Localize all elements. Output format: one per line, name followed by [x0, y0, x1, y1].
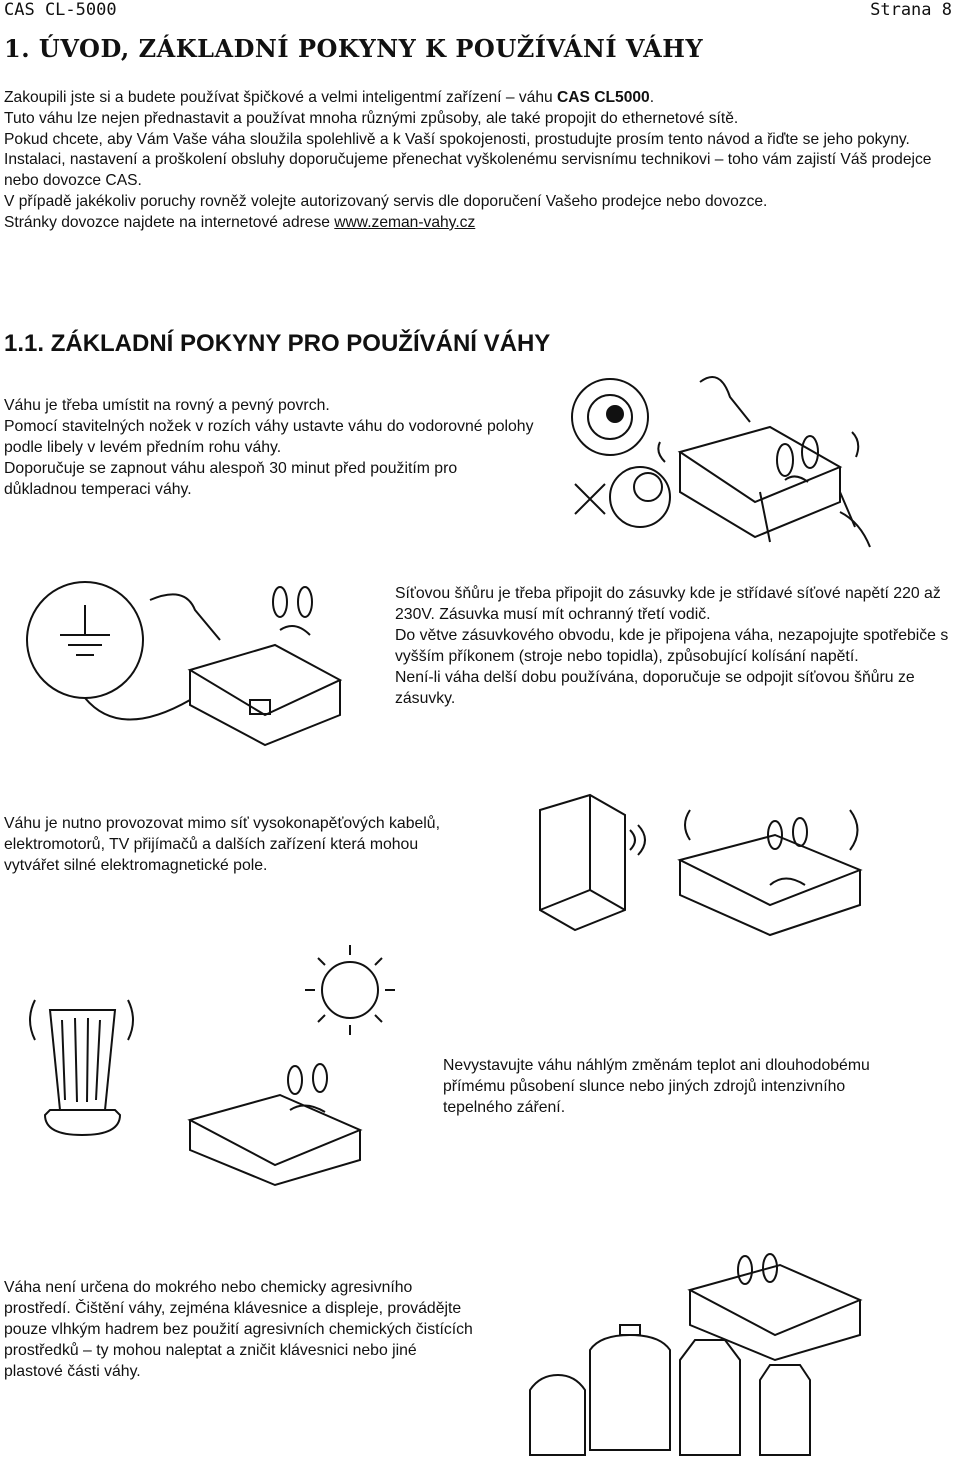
instruction-heat: Nevystavujte váhu náhlým změnám teplot ani dlouhodobému přímému působení slunce nebo jiných zdrojů intenzivního tepelného záření.	[443, 1057, 870, 1116]
ground-symbol-circle	[27, 582, 143, 698]
heat-illustration	[20, 930, 420, 1190]
chemicals-illustration	[510, 1240, 870, 1465]
intro-line-6: Stránky dovozce najdete na internetové adrese www.zeman-vahy.cz	[4, 213, 476, 231]
importer-website-link[interactable]: www.zeman-vahy.cz	[334, 213, 476, 231]
sun-icon	[322, 962, 378, 1018]
leveling-illustration	[560, 372, 880, 572]
product-name: CAS CL5000	[557, 89, 650, 106]
chapter-title: 1. ÚVOD, ZÁKLADNÍ POKYNY K POUŽÍVÁNÍ VÁHY	[4, 34, 704, 63]
intro-line-3: Pokud chcete, aby Vám Vaše váha sloužila spolehlivě a k Vaší spokojenosti, prostudujte prosím tento návod a řiďte se jeho pokyny.	[4, 130, 910, 148]
intro-line-4: Instalaci, nastavení a proškolení obsluhy doporučujeme přenechat vyškolenému servisnímu technikovi – toho vám zajistí Váš prodejce nebo dovozce CAS.	[4, 151, 932, 190]
intro-line-2: Tuto váhu lze nejen přednastavit a používat mnoha různými způsoby, ale také propojit do ethernetové sítě.	[4, 109, 739, 127]
instruction-leveling: Váhu je třeba umístit na rovný a pevný povrch. Pomocí stavitelných nožek v rozích váhy ustavte váhu do vodorovné polohy podle libely v levém předním rohu váhy. Doporučuje se zapnout váhu alespoň 30 minut před použitím pro důkladnou temperaci váhy.	[4, 397, 534, 498]
power-illustration	[10, 580, 350, 750]
intro-line-5: V případě jakékoliv poruchy rovněž volejte autorizovaný servis dle doporučení Vašeho prodejce nebo dovozce.	[4, 192, 768, 210]
intro-text: Zakoupili jste si a budete používat špičkové a velmi inteligentmí zařízení – váhu CAS CL5000. Tuto váhu lze nejen přednastavit a používat mnoha různými způsoby, ale také propojit do ethernetové sítě. Pokud chcete, aby Vám Vaše váha sloužila spolehlivě a k Vaší spokojenosti, prostudujte prosím tento návod a řiďte se jeho pokyny. Instalaci, nastavení a proškolení obsluhy doporučujeme přenechat vyškolenému servisnímu technikovi – toho vám zajistí Váš prodejce nebo dovozce CAS. V případě jakékoliv poruchy rovněž volejte autorizovaný servis dle doporučení Vašeho prodejce nebo dovozce. Stránky dovozce najdete na internetové adrese www.zeman-vahy.cz	[4, 88, 956, 234]
chemical-bottle-icon	[590, 1325, 670, 1450]
tv-icon	[540, 795, 625, 930]
instruction-power: Síťovou šňůru je třeba připojit do zásuvky kde je střídavé síťové napětí 220 až 230V. Zásuvka musí mít ochranný třetí vodič. Do větve zásuvkového obvodu, kde je připojena váha, nezapojujte spotřebiče s vyšším příkonem (stroje nebo topidla), způsobující kolísání napětí. Není-li váha delší dobu používána, doporučuje se odpojit síťovou šňůru ze zásuvky.	[395, 585, 949, 707]
heater-icon	[50, 1010, 115, 1110]
intro-line-1: Zakoupili jste si a budete používat špičkové a velmi inteligentmí zařízení – váhu	[4, 89, 557, 106]
instruction-emi: Váhu je nutno provozovat mimo síť vysokonapěťových kabelů, elektromotorů, TV přijímačů a dalších zařízení která mohou vytvářet silné elektromagnetické pole.	[4, 815, 440, 874]
header-model: CAS CL-5000	[4, 0, 117, 20]
cross-mark-icon	[575, 484, 605, 514]
instruction-chemicals: Váha není určena do mokrého nebo chemicky agresivního prostředí. Čištění váhy, zejména klávesnice a displeje, provádějte pouze vlhkým hadrem bez použití agresivních chemických čistících prostředků – ty mohou naleptat a zničit klávesnici nebo jiné plastové části váhy.	[4, 1279, 473, 1380]
header-page-number: Strana 8	[870, 0, 952, 20]
emi-illustration	[530, 790, 875, 940]
section-title: 1.1. ZÁKLADNÍ POKYNY PRO POUŽÍVÁNÍ VÁHY	[4, 330, 551, 357]
ground-icon	[60, 605, 110, 655]
